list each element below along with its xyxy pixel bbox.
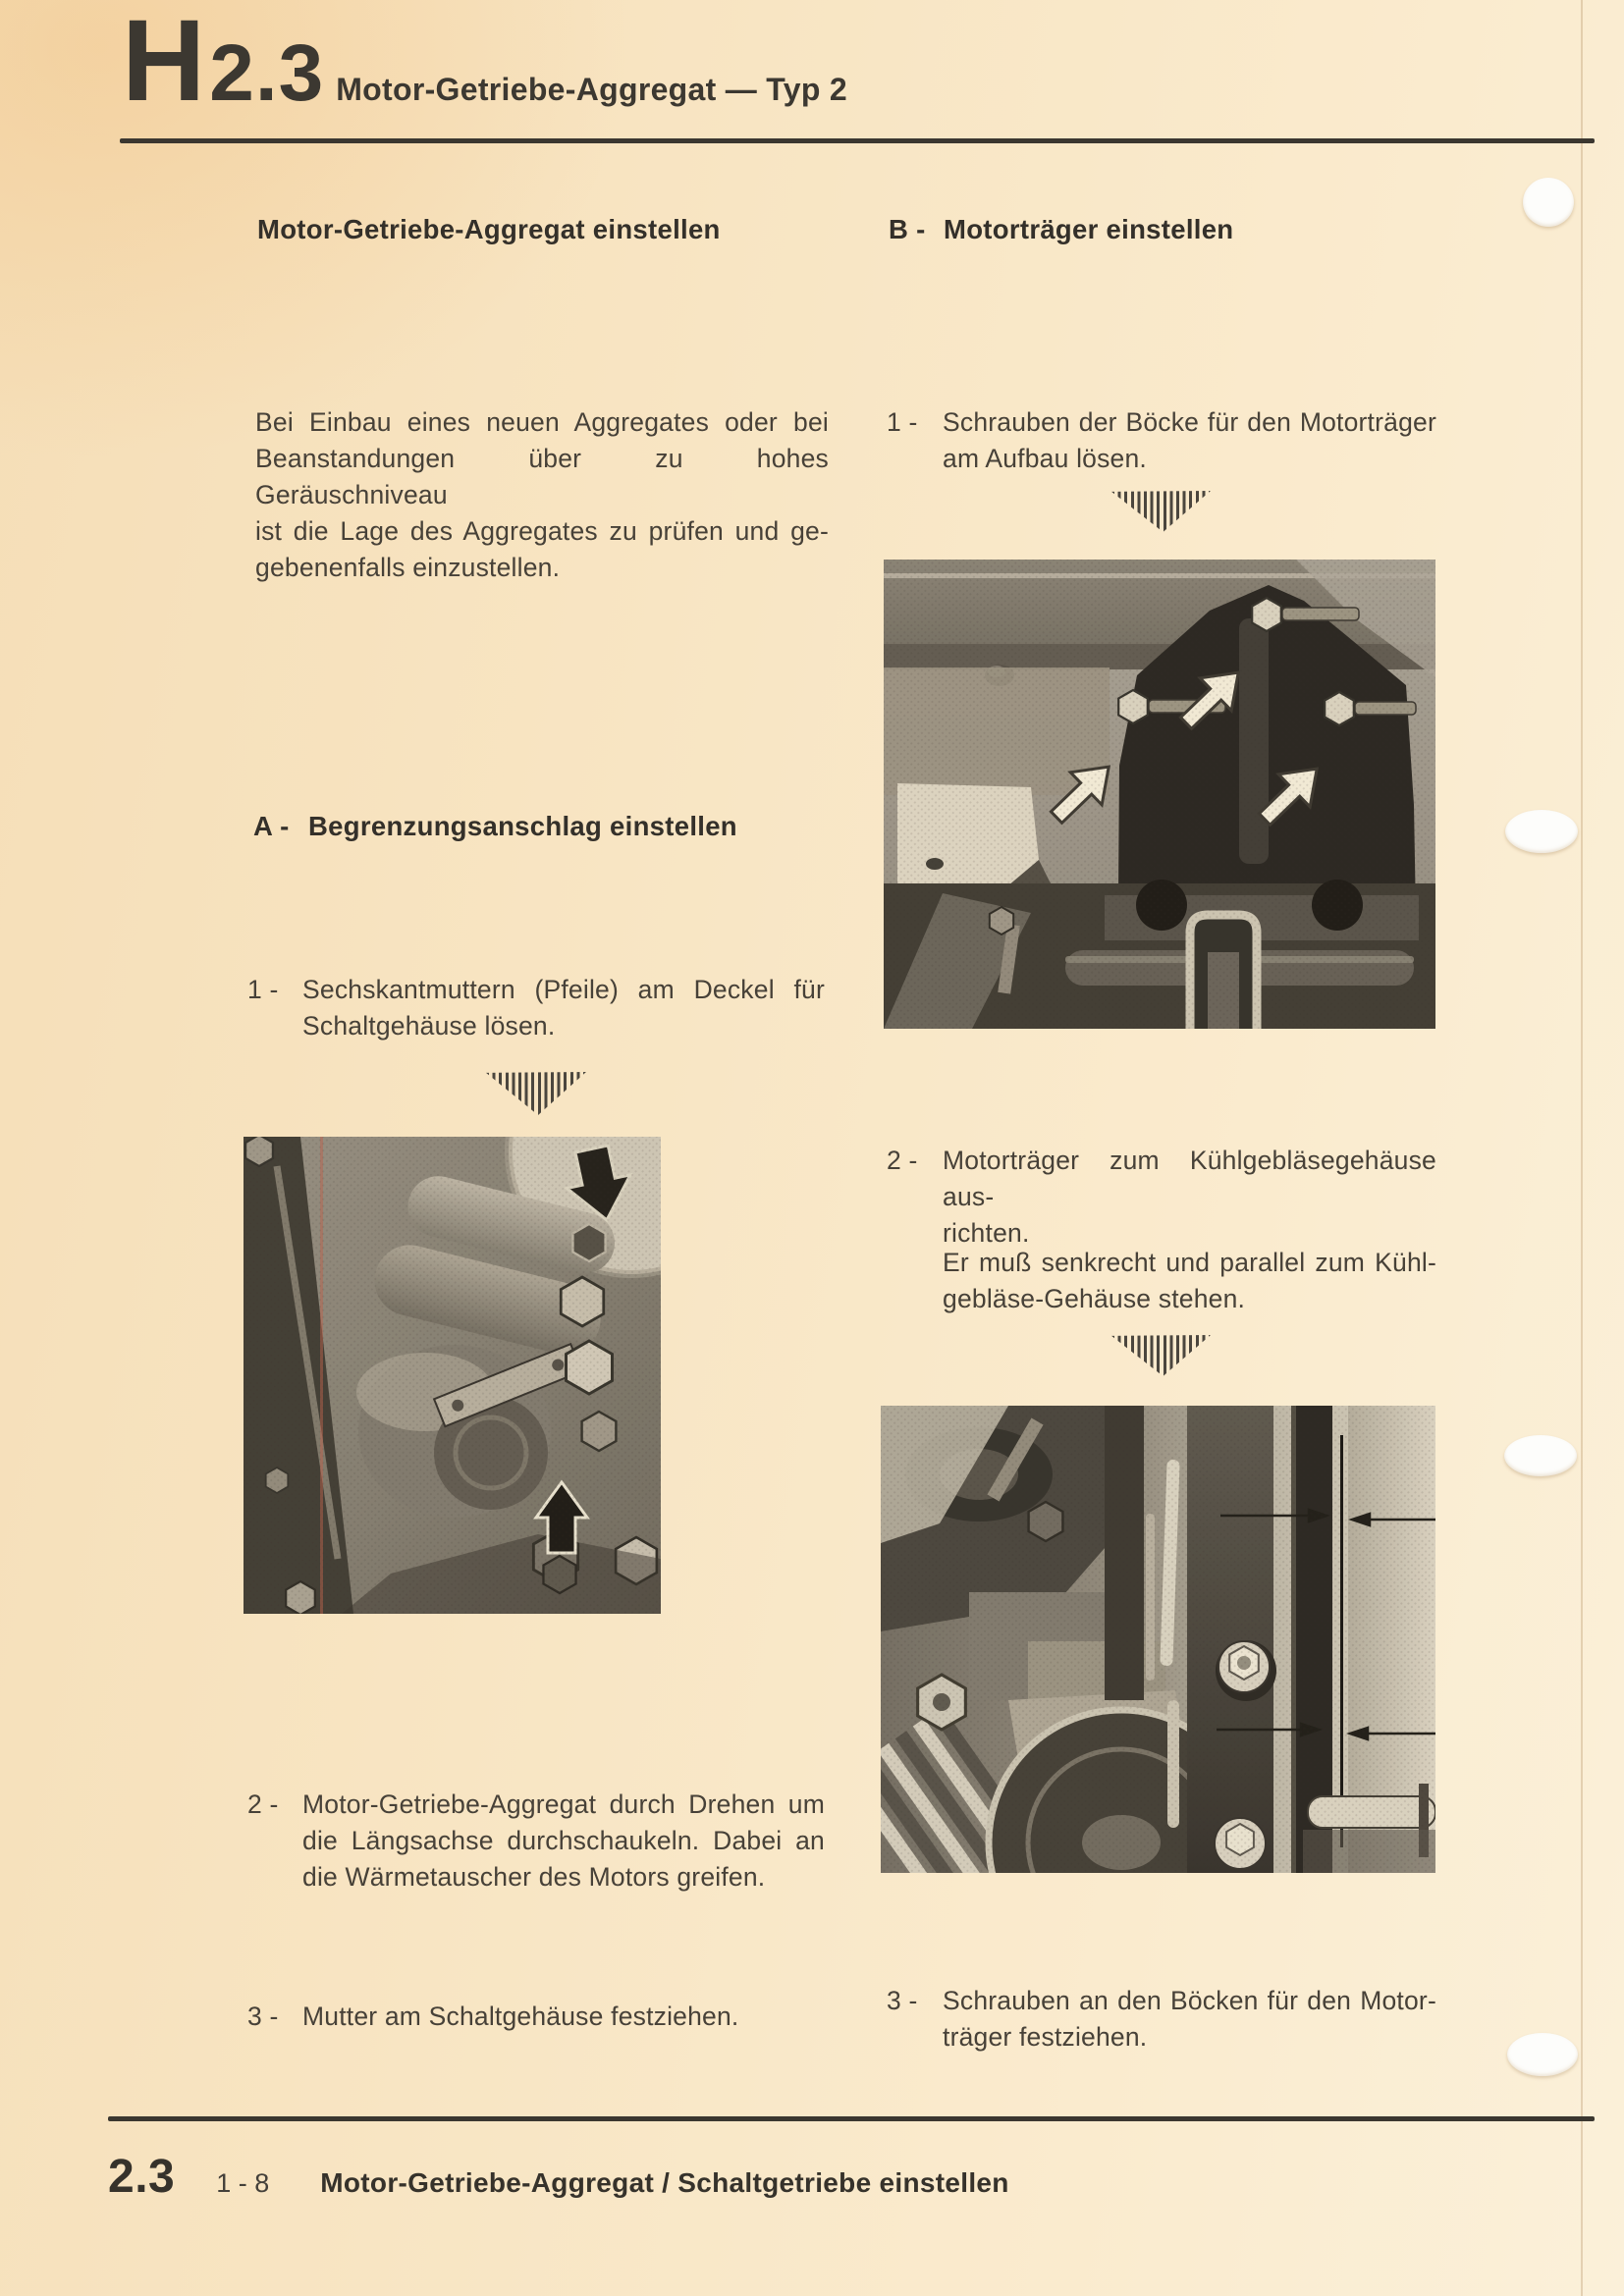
step-number: 1 - xyxy=(247,975,279,1004)
step-left-1 xyxy=(247,972,825,1044)
note-paragraph xyxy=(943,1245,1436,1317)
step-right-1 xyxy=(887,404,1436,477)
step-number: 2 - xyxy=(247,1789,279,1819)
continuation-triangle-icon xyxy=(486,1072,586,1115)
page-footer xyxy=(108,2150,1009,2204)
section-a-heading xyxy=(253,811,737,842)
step-line: Mutter am Schaltgehäuse festziehen. xyxy=(302,2002,739,2031)
step-line: am Aufbau lösen. xyxy=(943,444,1147,473)
header-section-code: 2.3 xyxy=(209,28,325,118)
footer-title: Motor-Getriebe-Aggregat / Schaltgetriebe einstellen xyxy=(320,2167,1009,2198)
step-line: richten. xyxy=(943,1218,1030,1248)
header-section-letter: H xyxy=(122,0,204,126)
step-line: Motor-Getriebe-Aggregat durch Drehen um xyxy=(302,1789,825,1819)
continuation-triangle-icon xyxy=(1111,1335,1211,1376)
section-a-title: Begrenzungsanschlag einstellen xyxy=(308,811,737,841)
step-right-2 xyxy=(887,1143,1436,1252)
photo-shift-housing-cover xyxy=(244,1137,661,1614)
step-number: 3 - xyxy=(247,2002,279,2031)
footer-section-code: 2.3 xyxy=(108,2151,176,2203)
section-b-title: Motorträger einstellen xyxy=(944,214,1234,244)
punch-hole xyxy=(1504,1435,1577,1476)
punch-hole xyxy=(1523,178,1574,227)
paragraph-line: Beanstandungen über zu hohes Geräuschniveau xyxy=(255,444,829,509)
step-number: 1 - xyxy=(887,407,918,437)
photo-motor-carrier-bracket xyxy=(884,560,1435,1029)
step-number: 3 - xyxy=(887,1986,918,2015)
header-rule xyxy=(120,138,1595,143)
step-line: Schrauben an den Böcken für den Motor- xyxy=(943,1986,1436,2015)
section-a-prefix: A - xyxy=(253,811,290,841)
page-edge-line xyxy=(1581,0,1583,2296)
punch-hole xyxy=(1507,2033,1578,2076)
step-left-3 xyxy=(247,1999,825,2035)
step-line: Schrauben der Böcke für den Motorträger xyxy=(943,407,1436,437)
page-title: Motor-Getriebe-Aggregat — Typ 2 xyxy=(336,72,847,107)
footer-page-range: 1 - 8 xyxy=(216,2168,270,2198)
paragraph-line: gebenenfalls einzustellen. xyxy=(255,553,561,582)
step-line: die Längsachse durchschaukeln. Dabei an xyxy=(302,1826,825,1855)
step-line: Motorträger zum Kühlgebläsegehäuse aus- xyxy=(943,1146,1436,1211)
step-line: Schaltgehäuse lösen. xyxy=(302,1011,556,1041)
step-line: die Wärmetauscher des Motors greifen. xyxy=(302,1862,766,1892)
punch-hole xyxy=(1505,810,1578,853)
note-line: Er muß senkrecht und parallel zum Kühl- xyxy=(943,1248,1436,1277)
step-line: träger festziehen. xyxy=(943,2022,1148,2052)
left-column-heading: Motor-Getriebe-Aggregat einstellen xyxy=(257,214,721,244)
step-line: Sechskantmuttern (Pfeile) am Deckel für xyxy=(302,975,825,1004)
step-left-2 xyxy=(247,1787,825,1896)
note-line: gebläse-Gehäuse stehen. xyxy=(943,1284,1246,1313)
step-number: 2 - xyxy=(887,1146,918,1175)
section-b-heading xyxy=(889,214,1233,245)
step-right-3 xyxy=(887,1983,1436,2056)
paragraph-line: ist die Lage des Aggregates zu prüfen und ge- xyxy=(255,516,829,546)
continuation-triangle-icon xyxy=(1111,491,1211,532)
intro-paragraph xyxy=(255,404,829,586)
page-header xyxy=(122,0,847,126)
photo-carrier-alignment xyxy=(881,1406,1435,1873)
footer-rule xyxy=(108,2116,1595,2121)
section-b-prefix: B - xyxy=(889,214,926,244)
paragraph-line: Bei Einbau eines neuen Aggregates oder bei xyxy=(255,407,829,437)
